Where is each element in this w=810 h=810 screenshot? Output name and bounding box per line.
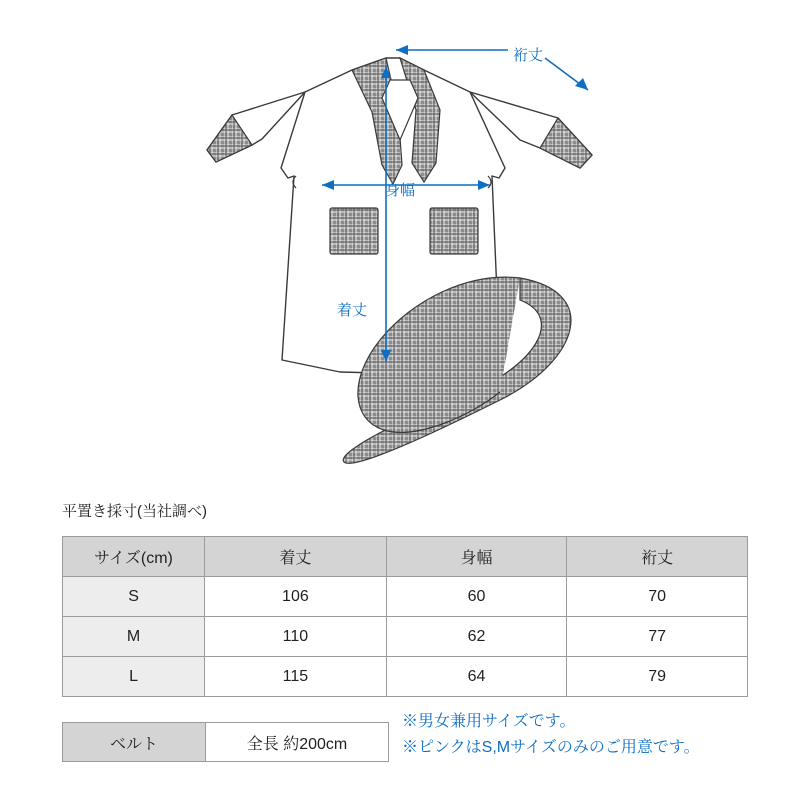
cell-size: S [63,577,205,617]
cell-garment-length: 110 [205,617,387,657]
belt-value: 全長 約200cm [206,723,389,762]
header-garment-length: 着丈 [205,537,387,577]
cell-sleeve-length: 70 [567,577,748,617]
cell-size: L [63,657,205,697]
cell-body-width: 62 [386,617,567,657]
label-garment-length: 着丈 [337,302,368,319]
header-sleeve-length: 裄丈 [567,537,748,577]
belt-row [63,723,389,762]
belt-table [62,722,389,762]
cell-garment-length: 106 [205,577,387,617]
cell-size: M [63,617,205,657]
cell-sleeve-length: 79 [567,657,748,697]
table-row [63,617,748,657]
size-table [62,536,748,697]
table-header-row [63,537,748,577]
note-pink-sizes: ※ピンクはS,Mサイズのみのご用意です。 [402,738,700,756]
notes-block [402,709,700,760]
belt-header: ベルト [63,723,206,762]
cell-sleeve-length: 77 [567,617,748,657]
cell-garment-length: 115 [205,657,387,697]
cell-body-width: 60 [386,577,567,617]
label-sleeve-length: 裄丈 [513,47,544,64]
cell-body-width: 64 [386,657,567,697]
header-size: サイズ(cm) [63,537,205,577]
label-body-width: 身幅 [385,182,416,199]
note-unisex: ※男女兼用サイズです。 [402,713,576,730]
table-row [63,577,748,617]
header-body-width: 身幅 [386,537,567,577]
measurement-caption: 平置き採寸(当社調べ) [62,503,207,520]
table-row [63,657,748,697]
